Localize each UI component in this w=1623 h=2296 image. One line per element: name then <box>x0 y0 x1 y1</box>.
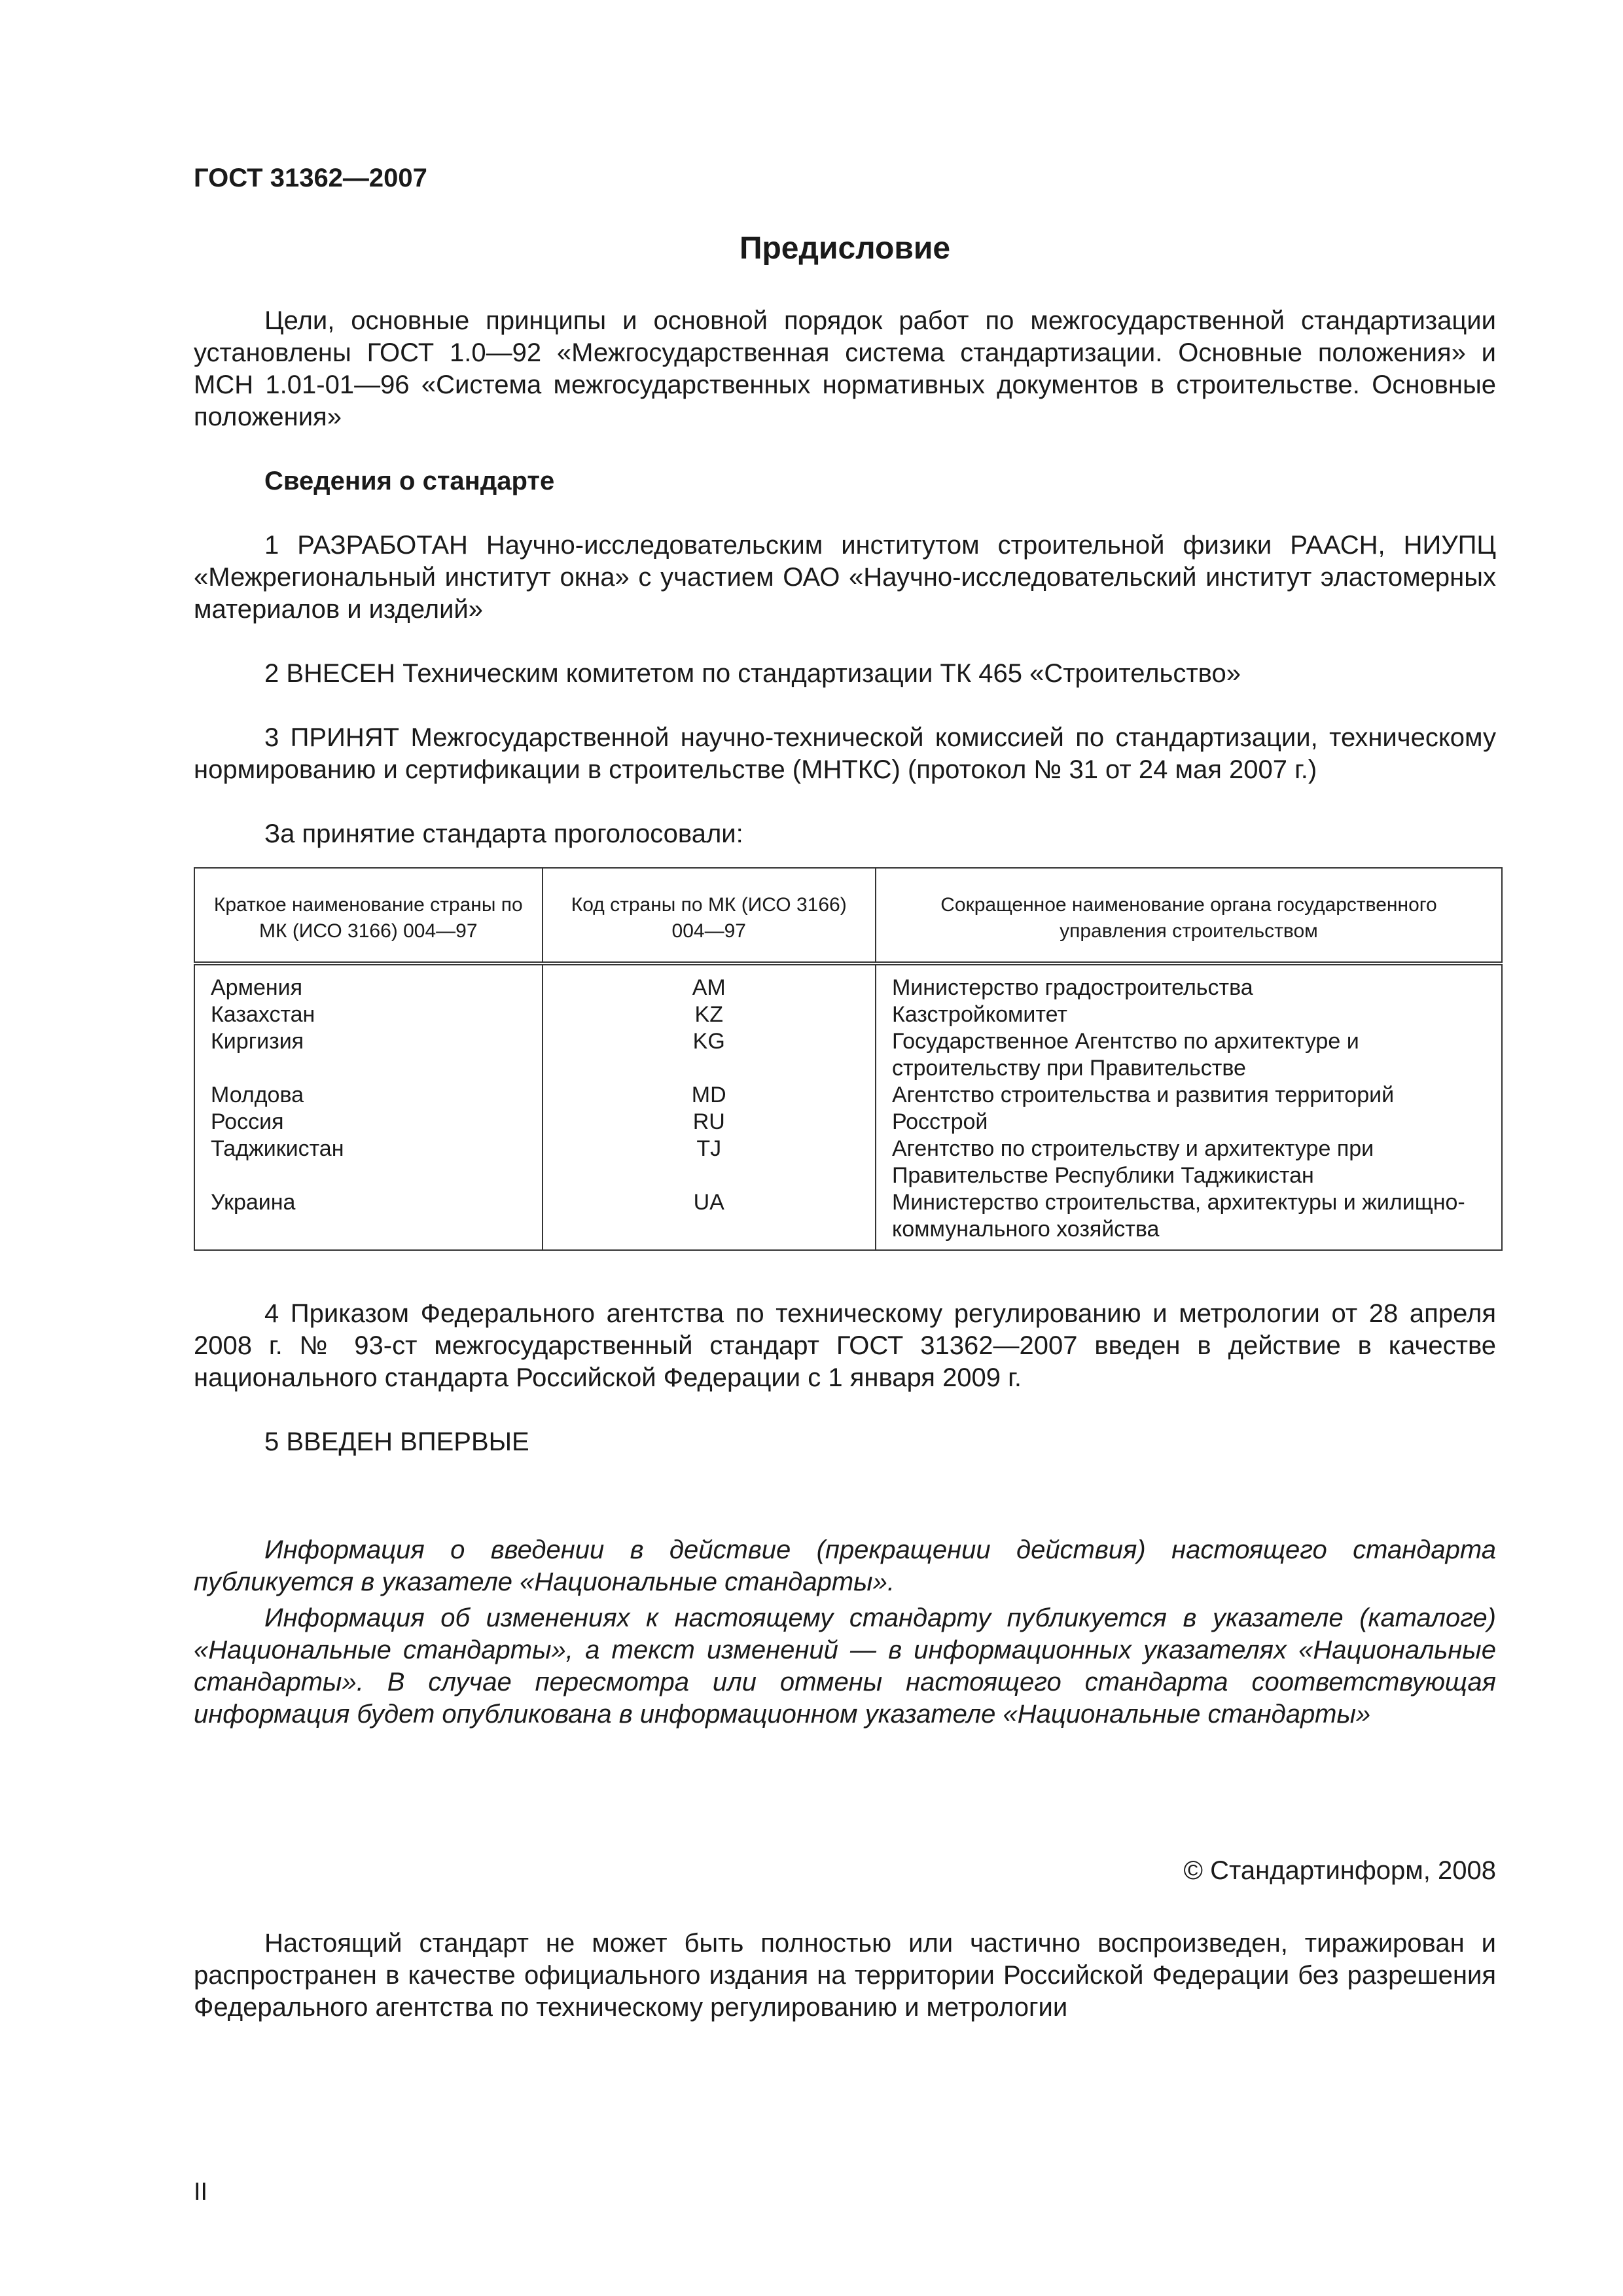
table-row <box>194 1001 1502 1028</box>
country-code: TJ <box>543 1136 876 1189</box>
item-3-adopted: 3 ПРИНЯТ Межгосударственной научно-технической комиссией по стандартизации, техническому нормированию и сертификации в строительстве (МНТКС) (протокол № 31 от 24 мая 2007 г.) <box>194 723 1496 784</box>
country-code: MD <box>543 1082 876 1109</box>
country-name: Россия <box>194 1109 543 1136</box>
government-body: Агентство по строительству и архитектуре при Правительстве Республики Таджикистан <box>876 1136 1502 1189</box>
country-name: Киргизия <box>194 1028 543 1082</box>
vote-intro: За принятие стандарта проголосовали: <box>264 819 743 848</box>
document-page <box>194 0 1496 2296</box>
government-body: Агентство строительства и развития территорий <box>876 1082 1502 1109</box>
header-government-body: Сокращенное наименование органа государственного управления строительством <box>876 868 1502 963</box>
document-code-header: ГОСТ 31362—2007 <box>194 164 427 192</box>
item-5-first-introduced: 5 ВВЕДЕН ВПЕРВЫЕ <box>264 1427 529 1456</box>
item-2-submitted: 2 ВНЕСЕН Техническим комитетом по стандартизации ТК 465 «Строительство» <box>264 659 1241 688</box>
page-title: Предисловие <box>739 231 951 266</box>
item-1-developed: 1 РАЗРАБОТАН Научно-исследовательским институтом строительной физики РААСН, НИУПЦ «Межрегиональный институт окна» с участием ОАО «Научно-исследовательский институт эластомерных материалов и изделий» <box>194 531 1496 624</box>
government-body: Министерство строительства, архитектуры и жилищно-коммунального хозяйства <box>876 1189 1502 1250</box>
table-row <box>194 1082 1502 1109</box>
country-code: UA <box>543 1189 876 1250</box>
country-code: KZ <box>543 1001 876 1028</box>
header-country-code: Код страны по МК (ИСО 3166) 004—97 <box>543 868 876 963</box>
publication-notice <box>194 1534 1496 1731</box>
table-row <box>194 1136 1502 1189</box>
government-body: Государственное Агентство по архитектуре и строительству при Правительстве <box>876 1028 1502 1082</box>
country-name: Украина <box>194 1189 543 1250</box>
notice-paragraph-2: Информация об изменениях к настоящему стандарту публикуется в указателе (каталоге) «Национальные стандарты», а текст изменений — в информационных указателях «Национальные стандарты». В случае пересмотра или отмены настоящего стандарта соответствующая информация будет опубликована в информационном указателе «Национальные стандарты» <box>194 1604 1496 1729</box>
country-name: Таджикистан <box>194 1136 543 1189</box>
document-body <box>194 305 1496 2024</box>
country-name: Армения <box>194 963 543 1001</box>
country-name: Молдова <box>194 1082 543 1109</box>
table-row <box>194 1189 1502 1250</box>
copyright-line: © Стандартинформ, 2008 <box>1183 1856 1496 1885</box>
country-code: RU <box>543 1109 876 1136</box>
item-4-enacted: 4 Приказом Федерального агентства по техническому регулированию и метрологии от 28 апреля 2008 г. № 93-ст межгосударственный стандарт ГОСТ 31362—2007 введен в действие в качестве национального стандарта Российской Федерации с 1 января 2009 г. <box>194 1299 1496 1392</box>
table-row <box>194 963 1502 1001</box>
voting-countries-table <box>194 867 1503 1251</box>
country-name: Казахстан <box>194 1001 543 1028</box>
table-header-row <box>194 868 1502 963</box>
page-number: II <box>194 2178 208 2206</box>
government-body: Росстрой <box>876 1109 1502 1136</box>
government-body: Казстройкомитет <box>876 1001 1502 1028</box>
section-heading: Сведения о стандарте <box>264 467 555 495</box>
government-body: Министерство градостроительства <box>876 963 1502 1001</box>
notice-paragraph-1: Информация о введении в действие (прекращении действия) настоящего стандарта публикуется в указателе «Национальные стандарты». <box>194 1535 1496 1596</box>
table-row <box>194 1028 1502 1082</box>
reproduction-notice: Настоящий стандарт не может быть полностью или частично воспроизведен, тиражирован и распространен в качестве официального издания на территории Российской Федерации без разрешения Федерального агентства по техническому регулированию и метрологии <box>194 1929 1496 2022</box>
country-code: AM <box>543 963 876 1001</box>
country-code: KG <box>543 1028 876 1082</box>
header-country-name: Краткое наименование страны по МК (ИСО 3166) 004—97 <box>194 868 543 963</box>
table-row <box>194 1109 1502 1136</box>
intro-paragraph: Цели, основные принципы и основной порядок работ по межгосударственной стандартизации установлены ГОСТ 1.0—92 «Межгосударственная система стандартизации. Основные положения» и МСН 1.01-01—96 «Система межгосударственных нормативных документов в строительстве. Основные положения» <box>194 306 1496 431</box>
